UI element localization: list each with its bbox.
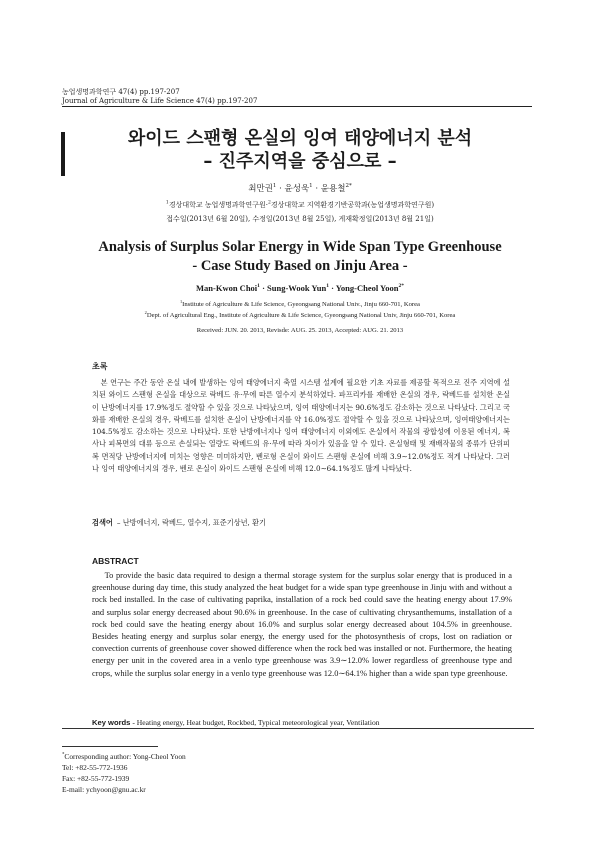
korean-abstract-text: 본 연구는 주간 동안 온실 내에 발생하는 잉여 태양에너지 축열 시스템 설계에 필요한 기초 자료를 제공할 목적으로 진주 지역에 설치된 와이드 스팬형 온실을 대상으로 락베드 유·무에 따른 열수지 분석하였다. 파프리카를 재배한 온실의 경우, 락베드를 설치한 온실이 난방에너지를 17.9%정도 절약할 수 있을 것으로 나타났으며, 잉여 태양에너지는 90.6%정도 감소하는 것으로 나타났다. 그리고 국화를 재배한 온실의 경우, 락베드를 설치한 온실이 난방에너지를 약 16.0%정도 절약할 수 있을 것으로 나타났으며, 잉여태양에너지는 104.5%정도 감소하는 것으로 나타났다. 또한 난방에너지나 잉여 태양에너지 이외에도 온실에서 작물의 광합성에 이용된 에너지, 복사나 피복면의 대류 등으로 손실되는 열량도 락베드의 유·무에 따라 차이가 있음을 알 수 있다. 온실형태 및 재배작물의 종류가 단위피복 면적당 난방에너지에 미치는 영향은 미미하지만, 벤로형 온실이 와이드 스팬형 온실에 비해 3.9∼12.0%정도 적게 나타났다. 그러나 잉여 태양에너지의 경우, 벤로 온실이 와이드 스팬형 온실에 비해 12.0∼64.1%정도 많게 나타났다. [92,378,510,474]
author-name: Yong-Cheol Yoon [335,283,399,293]
korean-abstract-body [92,377,510,475]
journal-header-english: Journal of Agriculture & Life Science 47(4) pp.197-207 [62,97,258,105]
korean-subtitle: – 진주지역을 중심으로 – [203,151,397,172]
author-name: 윤용철 [320,184,346,194]
author-name: Sung-Wook Yun [267,283,327,293]
author-name: 윤성욱 [284,184,310,194]
author-name: Man-Kwon Choi [196,283,258,293]
footnote-email: E-mail: ychyoon@gnu.ac.kr [62,785,146,794]
korean-abstract-heading: 초록 [92,362,108,371]
header-rule [62,106,532,107]
korean-keywords-label: 검색어 [92,518,113,527]
english-title: Analysis of Surplus Solar Energy in Wide Span Type Greenhouse [98,239,502,255]
english-keywords-label: Key words [92,718,131,727]
english-abstract-heading: ABSTRACT [92,556,139,566]
korean-title: 와이드 스팬형 온실의 잉여 태양에너지 분석 [127,128,473,149]
korean-keywords-text: – 난방에너지, 락베드, 열수지, 표준기상년, 환기 [116,518,266,527]
korean-dates: 접수일(2013년 6월 20일), 수정일(2013년 8월 25일), 게재확정일(2013년 8월 21일) [166,215,434,223]
corresponding-author: *Corresponding author: Yong-Cheol Yoon [62,752,186,761]
english-dates: Received: JUN. 20. 2013, Revisde: AUG. 25. 2013, Accepted: AUG. 21. 2013 [196,327,404,334]
english-subtitle: - Case Study Based on Jinju Area - [192,258,408,274]
journal-header-korean: 농업생명과학연구 47(4) pp.197-207 [62,88,180,96]
english-keywords-text: - Heating energy, Heat budget, Rockbed, Typical meteorological year, Ventilation [132,718,380,727]
english-affiliation-1: $^1$Institute of Agriculture & Life Science, Gyeongsang National Univ., Jinju 660-701, Korea [180,298,420,308]
english-affiliation-2: $^2$Dept. of Agricultural Eng., Institute of Agriculture & Life Science, Gyeongsang National Univ, Jinju 660-701, Korea [144,309,456,319]
footnote-rule [62,746,158,747]
english-abstract-text: To provide the basic data required to design a thermal storage system for the surplus solar energy that is produced in a greenhouse during day time, this study analyzed the heat budget for a wide span type greenhouse in Jinju with and without a rock bed installed. In the case of cultivating paprika, installation of a rock bed could save the heating energy about 17.9% and surplus solar energy decreased about 90.6% in greenhouse. In the case of cultivating chrysanthemums, installation of a rock bed could save the heating energy about 16.0% and surplus solar energy decreased about 104.5% in greenhouse. Besides heating energy and surplus solar energy, the energy used for the photosynthesis of crops, lost on radiation or convection currents of greenhouse cover showed difference when the rock bed was installed or not. Furthermore, the heating energy per unit in the covered area in a venlo type greenhouse was 3.9∼12.0% lower regardless of greenhouse type and crops, while the surplus solar energy in a venlo type greenhouse was 12.0∼64.1% higher than a wide span type greenhouse. [92,571,512,678]
english-abstract-body [92,570,512,680]
author-name: 최만권 [248,184,273,194]
english-keywords [92,718,522,728]
footnote-tel: Tel: +82-55-772-1936 [62,763,128,772]
footnote-fax: Fax: +82-55-772-1939 [62,774,130,783]
korean-authors: 최만권$^1$ · 윤성욱$^1$ · 윤용철$^{2*}$ [248,183,352,194]
english-authors: Man-Kwon Choi$^1$ · Sung-Wook Yun$^1$ · Yong-Cheol Yoon$^{2*}$ [196,283,404,293]
keywords-rule [62,728,534,729]
korean-keywords [92,518,510,528]
korean-affiliations: $^1$경상대학교 농업생명과학연구원·$^2$경상대학교 지역환경기반공학과(농업생명과학연구원) [165,200,435,209]
